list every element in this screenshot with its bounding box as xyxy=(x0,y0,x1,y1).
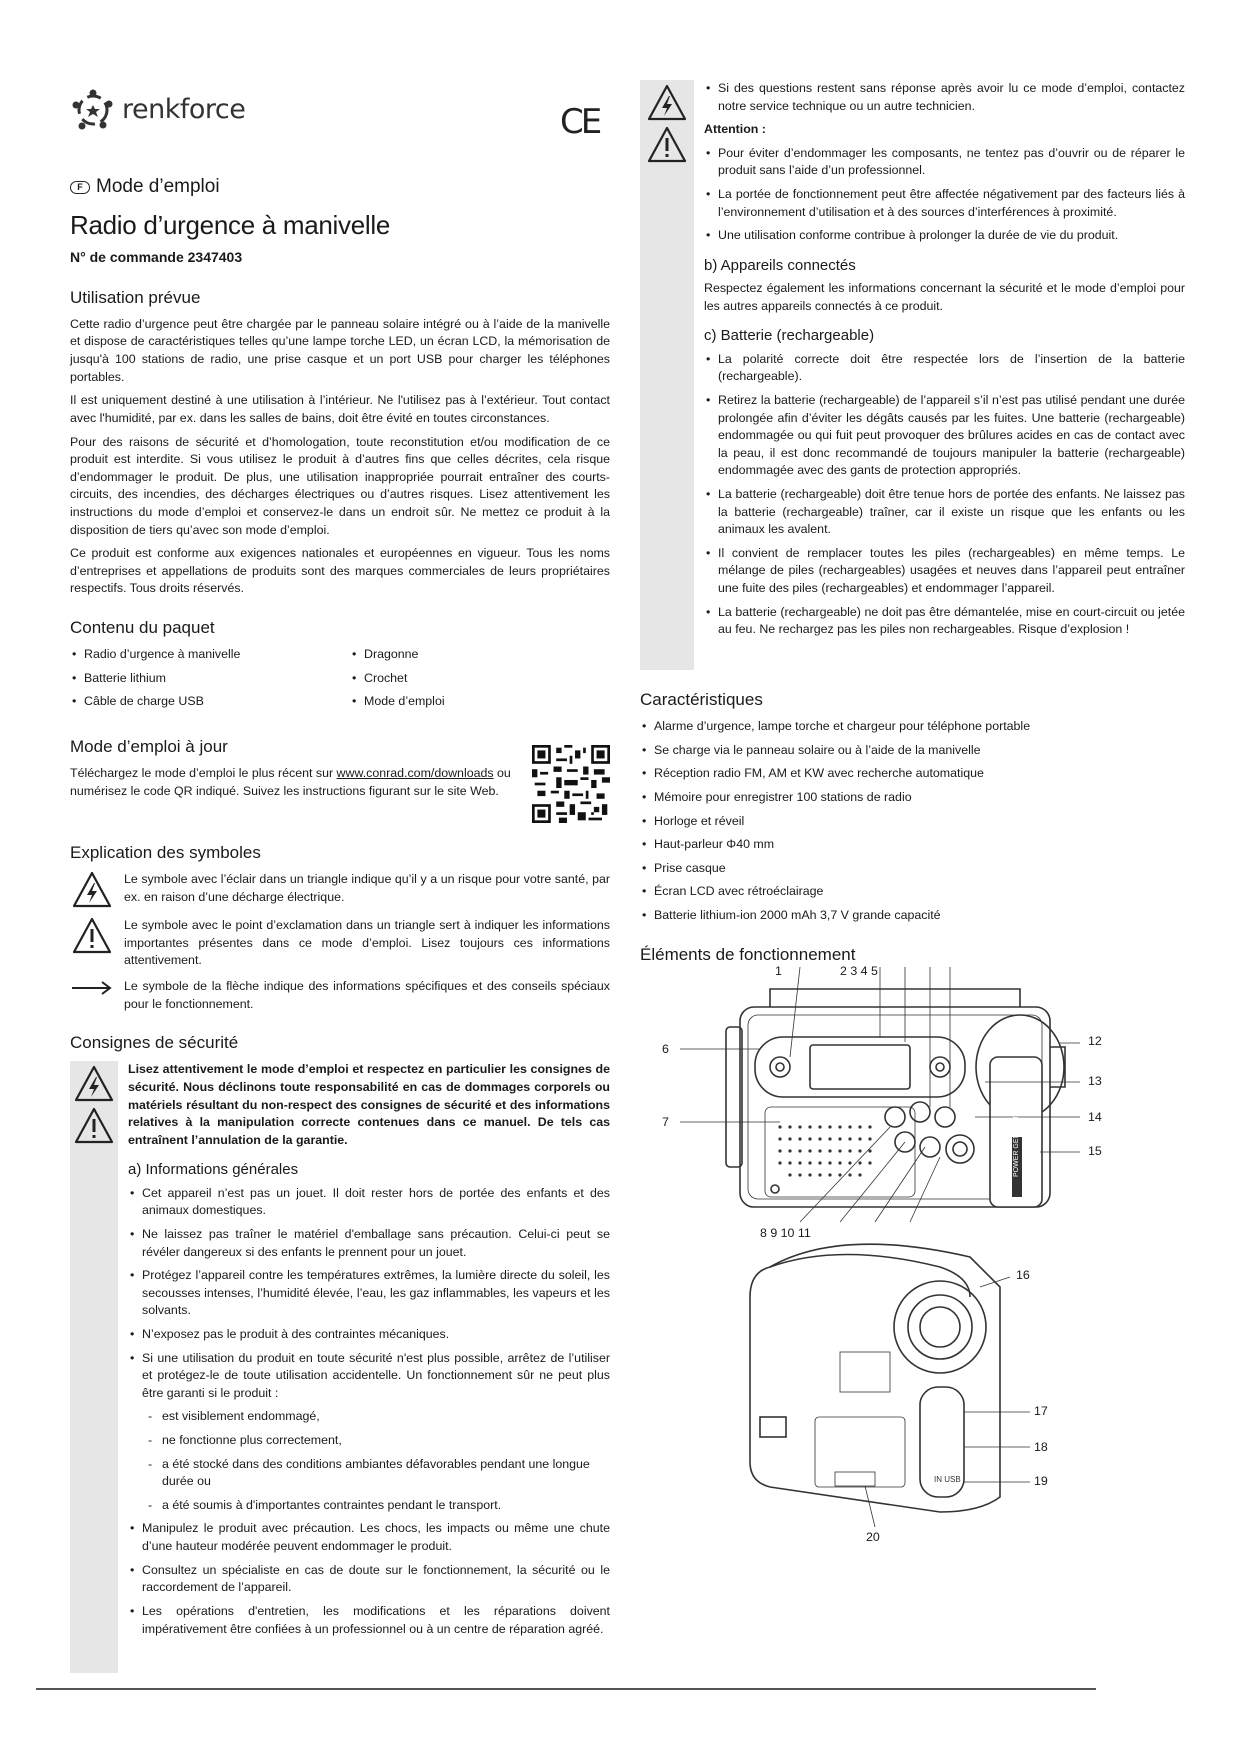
brand-name: renkforce xyxy=(122,93,246,125)
safety-section xyxy=(70,1061,610,1673)
list-item: • Les opérations d'entretien, les modifications et les réparations doivent impérativement être confiées à un professionnel ou à un centre de réparation agréé. xyxy=(128,1603,610,1638)
symbol-row xyxy=(70,871,610,909)
qr-code-icon[interactable] xyxy=(532,745,610,823)
list-item: • Ne laissez pas traîner le matériel d'emballage sans précaution. Celui-ci peut se révéler dangereux si des enfants le prennent pour un jouet. xyxy=(128,1226,610,1261)
list-item: • Manipulez le produit avec précaution. Les chocs, les impacts ou même une chute d’une hauteur modérée peuvent endommager le produit. xyxy=(128,1520,610,1555)
exclamation-warning-icon xyxy=(70,917,114,955)
attention-label: Attention : xyxy=(704,122,766,137)
usb-port-label: IN USB xyxy=(934,1474,961,1484)
list-item: • Retirez la batterie (rechargeable) de l’appareil s’il n’est pas utilisé pendant une durée prolongée afin d’éviter les dégâts causés par les fuites. Une batterie (rechargeable) endommagée ou qui fuit peut provoquer des brûlures acides en cas de contact avec la peau, il est donc recommandé de toujours manipuler la batterie (rechargeable) endommagée avec des gants de protection appropriés. xyxy=(704,392,1185,480)
ce-mark: CE xyxy=(560,102,600,142)
lightning-warning-icon xyxy=(74,1065,114,1103)
download-text-before: Téléchargez le mode d’emploi le plus récent sur xyxy=(70,766,337,781)
controls-heading: Éléments de fonctionnement xyxy=(640,944,856,964)
callout-label: 20 xyxy=(866,1529,880,1544)
symbol-description: Le symbole avec le point d’exclamation dans un triangle sert à indiquer les informations importantes présentes dans ce mode d’emploi. Lisez toujours ces informations attentivement. xyxy=(124,918,610,968)
power-generator-label: POWER GENERATOR xyxy=(1013,1104,1020,1177)
list-item: • Dragonne xyxy=(350,646,610,664)
list-item: • Radio d’urgence à manivelle xyxy=(70,646,330,664)
list-item: • Cet appareil n’est pas un jouet. Il doit rester hors de portée des enfants et des animaux domestiques. xyxy=(128,1185,610,1220)
safety-sidebar xyxy=(640,80,694,670)
general-info-list xyxy=(128,1185,610,1403)
callout-label: 18 xyxy=(1034,1439,1048,1454)
list-item: • Protégez l’appareil contre les températures extrêmes, la lumière directe du soleil, les secousses intenses, l’humidité élevée, l’eau, les gaz inflammables, les vapeurs et les solvants. xyxy=(128,1267,610,1320)
connected-devices-text: Respectez également les informations concernant la sécurité et le mode d’emploi pour les autres appareils connectés à ce produit. xyxy=(704,281,1185,313)
general-info-continued xyxy=(704,80,1185,115)
list-item: • Prise casque xyxy=(640,860,1185,878)
list-item: • Consultez un spécialiste en cas de doute sur le fonctionnement, la sécurité ou le raccordement de l’appareil. xyxy=(128,1562,610,1597)
safety-continued xyxy=(640,80,1185,670)
brand-logo xyxy=(70,80,610,140)
package-heading: Contenu du paquet xyxy=(70,618,215,638)
lightning-warning-icon xyxy=(70,871,114,909)
intended-use-paragraph: Cette radio d’urgence peut être chargée par le panneau solaire intégré ou à l’aide de la manivelle et dispose de caractéristiques telles qu’une lampe torche LED, un écran LCD, la mémorisation de jusqu'à 100 stations de radio, une prise casque et un port USB pour charger les téléphones portables. xyxy=(70,316,610,384)
footer-divider xyxy=(36,1688,1096,1690)
download-heading: Mode d’emploi à jour xyxy=(70,736,228,756)
safety-sidebar xyxy=(70,1061,118,1673)
symbols-heading: Explication des symboles xyxy=(70,843,261,863)
list-item: • Mode d’emploi xyxy=(350,693,610,711)
arrow-right-icon xyxy=(70,978,114,998)
list-item: • Réception radio FM, AM et KW avec recherche automatique xyxy=(640,765,1185,783)
list-item: • La polarité correcte doit être respectée lors de l’insertion de la batterie (rechargeable). xyxy=(704,351,1185,386)
general-info-heading: a) Informations générales xyxy=(128,1161,299,1179)
safety-heading: Consignes de sécurité xyxy=(70,1033,239,1053)
symbol-description: Le symbole de la flèche indique des informations spécifiques et des conseils spéciaux pour le fonctionnement. xyxy=(124,979,610,1011)
conditions-list xyxy=(146,1408,610,1514)
safety-intro: Lisez attentivement le mode d’emploi et respectez en particulier les consignes de sécurité. Nous déclinons toute responsabilité en cas de dommages corporels ou matériels résultant du non-respect des consignes de sécurité et des informations relatives à la manipulation correcte contenues dans ce manuel. De tels cas entraînent l’annulation de la garantie. xyxy=(128,1062,610,1147)
callout-label: 6 xyxy=(662,1041,669,1056)
list-item: • Crochet xyxy=(350,670,610,688)
callout-label: 15 xyxy=(1088,1143,1102,1158)
list-item: • Si une utilisation du produit en toute sécurité n'est plus possible, arrêtez de l’utiliser et protégez-le de toute utilisation accidentelle. Un fonctionnement sûr ne peut plus être garanti si le produit : xyxy=(128,1350,610,1403)
safety-body-continued xyxy=(704,80,1185,670)
battery-list xyxy=(704,351,1185,639)
callout-label: 12 xyxy=(1088,1033,1102,1048)
download-text xyxy=(70,765,522,817)
language-flag-icon: F xyxy=(70,181,90,194)
callout-label: 13 xyxy=(1088,1073,1102,1088)
list-item: • Écran LCD avec rétroéclairage xyxy=(640,883,1185,901)
callout-label: 19 xyxy=(1034,1473,1048,1488)
callout-label: 14 xyxy=(1088,1109,1102,1124)
features-list xyxy=(640,718,1185,924)
intended-use-paragraph: Pour des raisons de sécurité et d’homologation, toute reconstitution et/ou modification de ce produit est interdite. Si vous utilisez le produit à d’autres fins que celles décrites, cela risque d’endommager le produit. De plus, une utilisation inappropriée pourrait entraîner des courts-circuits, des incendies, des décharges électriques ou d’autres risques. Lisez attentivement les instructions du mode d’emploi et conservez-le dans un endroit sûr. Ne mettez ce produit à la disposition de tiers qu’avec son mode d’emploi. xyxy=(70,434,610,537)
features-heading: Caractéristiques xyxy=(640,690,763,709)
left-column xyxy=(70,80,610,1673)
exclamation-warning-icon xyxy=(647,126,687,164)
list-item: • Pour éviter d’endommager les composants, ne tentez pas d’ouvrir ou de réparer le produit sans l’aide d’un professionnel. xyxy=(704,145,1185,180)
lightning-warning-icon xyxy=(647,84,687,122)
doc-type: Mode d’emploi xyxy=(96,176,220,197)
radio-diagram xyxy=(640,967,1160,1577)
right-column xyxy=(640,80,1185,1577)
symbol-description: Le symbole avec l’éclair dans un triangle indique qu’il y a un risque pour votre santé, par ex. en raison d’une décharge électrique. xyxy=(124,872,610,904)
list-item: • La batterie (rechargeable) ne doit pas être démantelée, mise en court-circuit ou jetée au feu. Ne rechargez pas les piles non rechargeables. Risque d’explosion ! xyxy=(704,604,1185,639)
download-section xyxy=(70,765,610,823)
list-item: • Horloge et réveil xyxy=(640,813,1185,831)
list-item: • Batterie lithium-ion 2000 mAh 3,7 V grande capacité xyxy=(640,907,1185,925)
list-item: • Câble de charge USB xyxy=(70,693,330,711)
intended-use-paragraph: Ce produit est conforme aux exigences nationales et européennes en vigueur. Tous les noms d’entreprises et appellations de produits sont des marques commerciales de leurs propriétaires respectifs. Tous droits réservés. xyxy=(70,546,610,596)
list-item: • N’exposez pas le produit à des contraintes mécaniques. xyxy=(128,1326,610,1344)
controls-illustration xyxy=(640,963,1160,1577)
battery-heading: c) Batterie (rechargeable) xyxy=(704,327,875,345)
list-item: • Haut-parleur Φ40 mm xyxy=(640,836,1185,854)
renkforce-logo-icon xyxy=(70,87,116,133)
callout-label: 1 xyxy=(775,963,782,978)
list-item: - a été stocké dans des conditions ambiantes défavorables pendant une longue durée ou xyxy=(146,1456,610,1491)
list-item: • La portée de fonctionnement peut être affectée négativement par des facteurs liés à l’environnement d’utilisation et à des sources d’interférences à proximité. xyxy=(704,186,1185,221)
symbol-row xyxy=(70,917,610,970)
doc-type-heading xyxy=(70,174,610,201)
exclamation-warning-icon xyxy=(74,1107,114,1145)
list-item: • Alarme d’urgence, lampe torche et chargeur pour téléphone portable xyxy=(640,718,1185,736)
callout-label: 8 9 10 11 xyxy=(760,1225,811,1240)
list-item: • Il convient de remplacer toutes les piles (rechargeables) en même temps. Le mélange de piles (rechargeables) usagées et neuves dans l’appareil peut entraîner une fuite des piles (rechargeables) et endommager l’appareil. xyxy=(704,545,1185,598)
attention-list xyxy=(704,145,1185,245)
callout-label: 17 xyxy=(1034,1403,1048,1418)
list-item: • Mémoire pour enregistrer 100 stations de radio xyxy=(640,789,1185,807)
symbol-row xyxy=(70,978,610,1013)
page-title: Radio d’urgence à manivelle xyxy=(70,209,390,240)
general-info-list-more xyxy=(128,1520,610,1638)
intended-use-paragraph: Il est uniquement destiné à une utilisation à l’intérieur. Ne l'utilisez pas à l’extérieur. Tout contact avec l'humidité, par ex. dans les salles de bains, doit être évité en toutes circonstances. xyxy=(70,393,610,425)
download-text-after: ou numérisez le code QR indiqué. Suivez les instructions figurant sur le site Web. xyxy=(70,766,511,798)
list-item: • Se charge via le panneau solaire ou à l’aide de la manivelle xyxy=(640,742,1185,760)
intended-use-heading: Utilisation prévue xyxy=(70,287,201,307)
order-number: N° de commande 2347403 xyxy=(70,248,243,265)
list-item: • Une utilisation conforme contribue à prolonger la durée de vie du produit. xyxy=(704,227,1185,245)
callout-label: 2 3 4 5 xyxy=(840,963,878,978)
package-list xyxy=(70,646,610,717)
list-item: - a été soumis à d'importantes contraintes pendant le transport. xyxy=(146,1497,610,1515)
download-link[interactable]: www.conrad.com/downloads xyxy=(336,766,494,781)
list-item: • La batterie (rechargeable) doit être tenue hors de portée des enfants. Ne laissez pas la batterie (rechargeable) traîner, car il existe un risque que les enfants ou les animaux les avalent. xyxy=(704,486,1185,539)
callout-label: 16 xyxy=(1016,1267,1030,1282)
callout-label: 7 xyxy=(662,1114,669,1129)
safety-body xyxy=(128,1061,610,1673)
list-item: - ne fonctionne plus correctement, xyxy=(146,1432,610,1450)
list-item: - est visiblement endommagé, xyxy=(146,1408,610,1426)
list-item: • Si des questions restent sans réponse après avoir lu ce mode d’emploi, contactez notre service technique ou un autre technicien. xyxy=(704,80,1185,115)
connected-devices-heading: b) Appareils connectés xyxy=(704,256,856,274)
list-item: • Batterie lithium xyxy=(70,670,330,688)
